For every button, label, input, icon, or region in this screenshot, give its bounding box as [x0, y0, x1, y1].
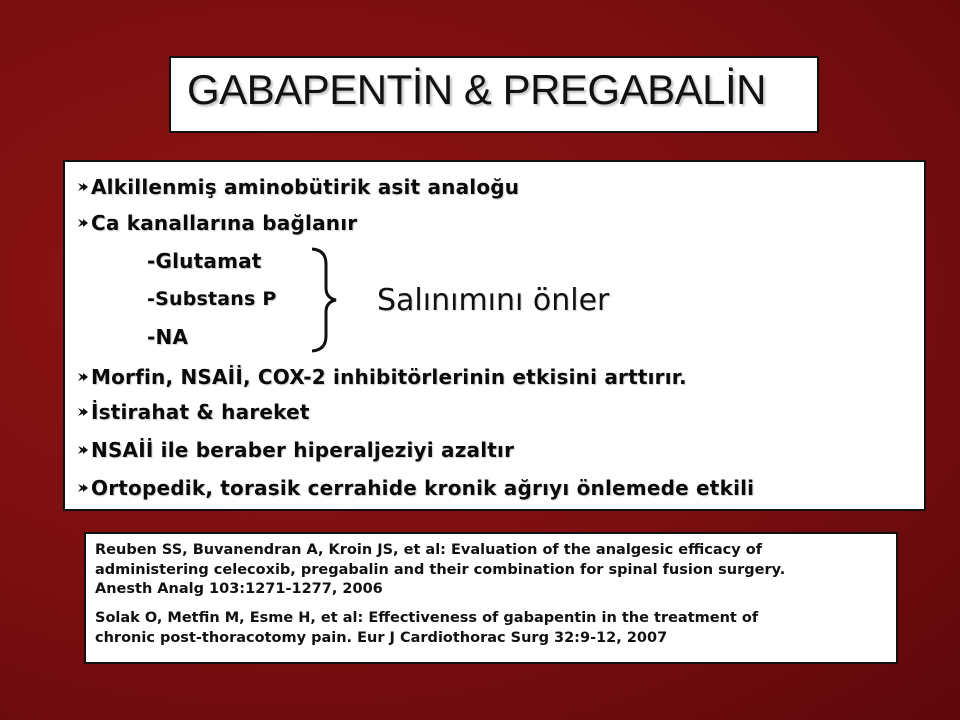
bullet-text: Alkillenmiş aminobütirik asit analoğu [91, 175, 520, 199]
sub-item: -Substans P [147, 288, 277, 310]
sub-item: -NA [147, 325, 189, 349]
arrow-bullet-icon [77, 444, 89, 456]
arrow-bullet-icon [77, 482, 89, 494]
bullet-text: Ca kanallarına bağlanır [91, 211, 358, 235]
bullet-text: NSAİİ ile beraber hiperaljeziyi azaltır [91, 438, 515, 462]
slide-title: GABAPENTİN & PREGABALİN [187, 66, 767, 113]
content-box [63, 160, 926, 511]
bullet-item [77, 400, 310, 424]
sub-item: -Glutamat [147, 249, 262, 273]
reference-item: Reuben SS, Buvanendran A, Kroin JS, et al: Evaluation of the analgesic efficacy of administering celecoxib, pregabalin and their combination for spinal fusion surgery. Anesth Analg 103:1271-1277, 2006 [95, 542, 786, 597]
bullet-item [77, 476, 754, 500]
references-box [84, 532, 898, 664]
bullet-text: İstirahat & hareket [91, 400, 310, 424]
brace-note: Salınımını önler [377, 283, 610, 318]
arrow-bullet-icon [77, 406, 89, 418]
arrow-bullet-icon [77, 371, 89, 383]
bullet-text: Morfin, NSAİİ, COX-2 inhibitörlerinin etkisini arttırır. [91, 365, 687, 389]
right-brace-icon [309, 246, 339, 354]
arrow-bullet-icon [77, 181, 89, 193]
bullet-item [77, 175, 519, 199]
bullet-item [77, 365, 687, 389]
slide-title-box [169, 56, 819, 133]
bullet-item [77, 438, 514, 462]
bullet-text: Ortopedik, torasik cerrahide kronik ağrıyı önlemede etkili [91, 476, 755, 500]
reference-item: Solak O, Metfin M, Esme H, et al: Effectiveness of gabapentin in the treatment of chronic post-thoracotomy pain. Eur J Cardiothorac Surg 32:9-12, 2007 [95, 610, 759, 646]
arrow-bullet-icon [77, 217, 89, 229]
bullet-item [77, 211, 357, 235]
